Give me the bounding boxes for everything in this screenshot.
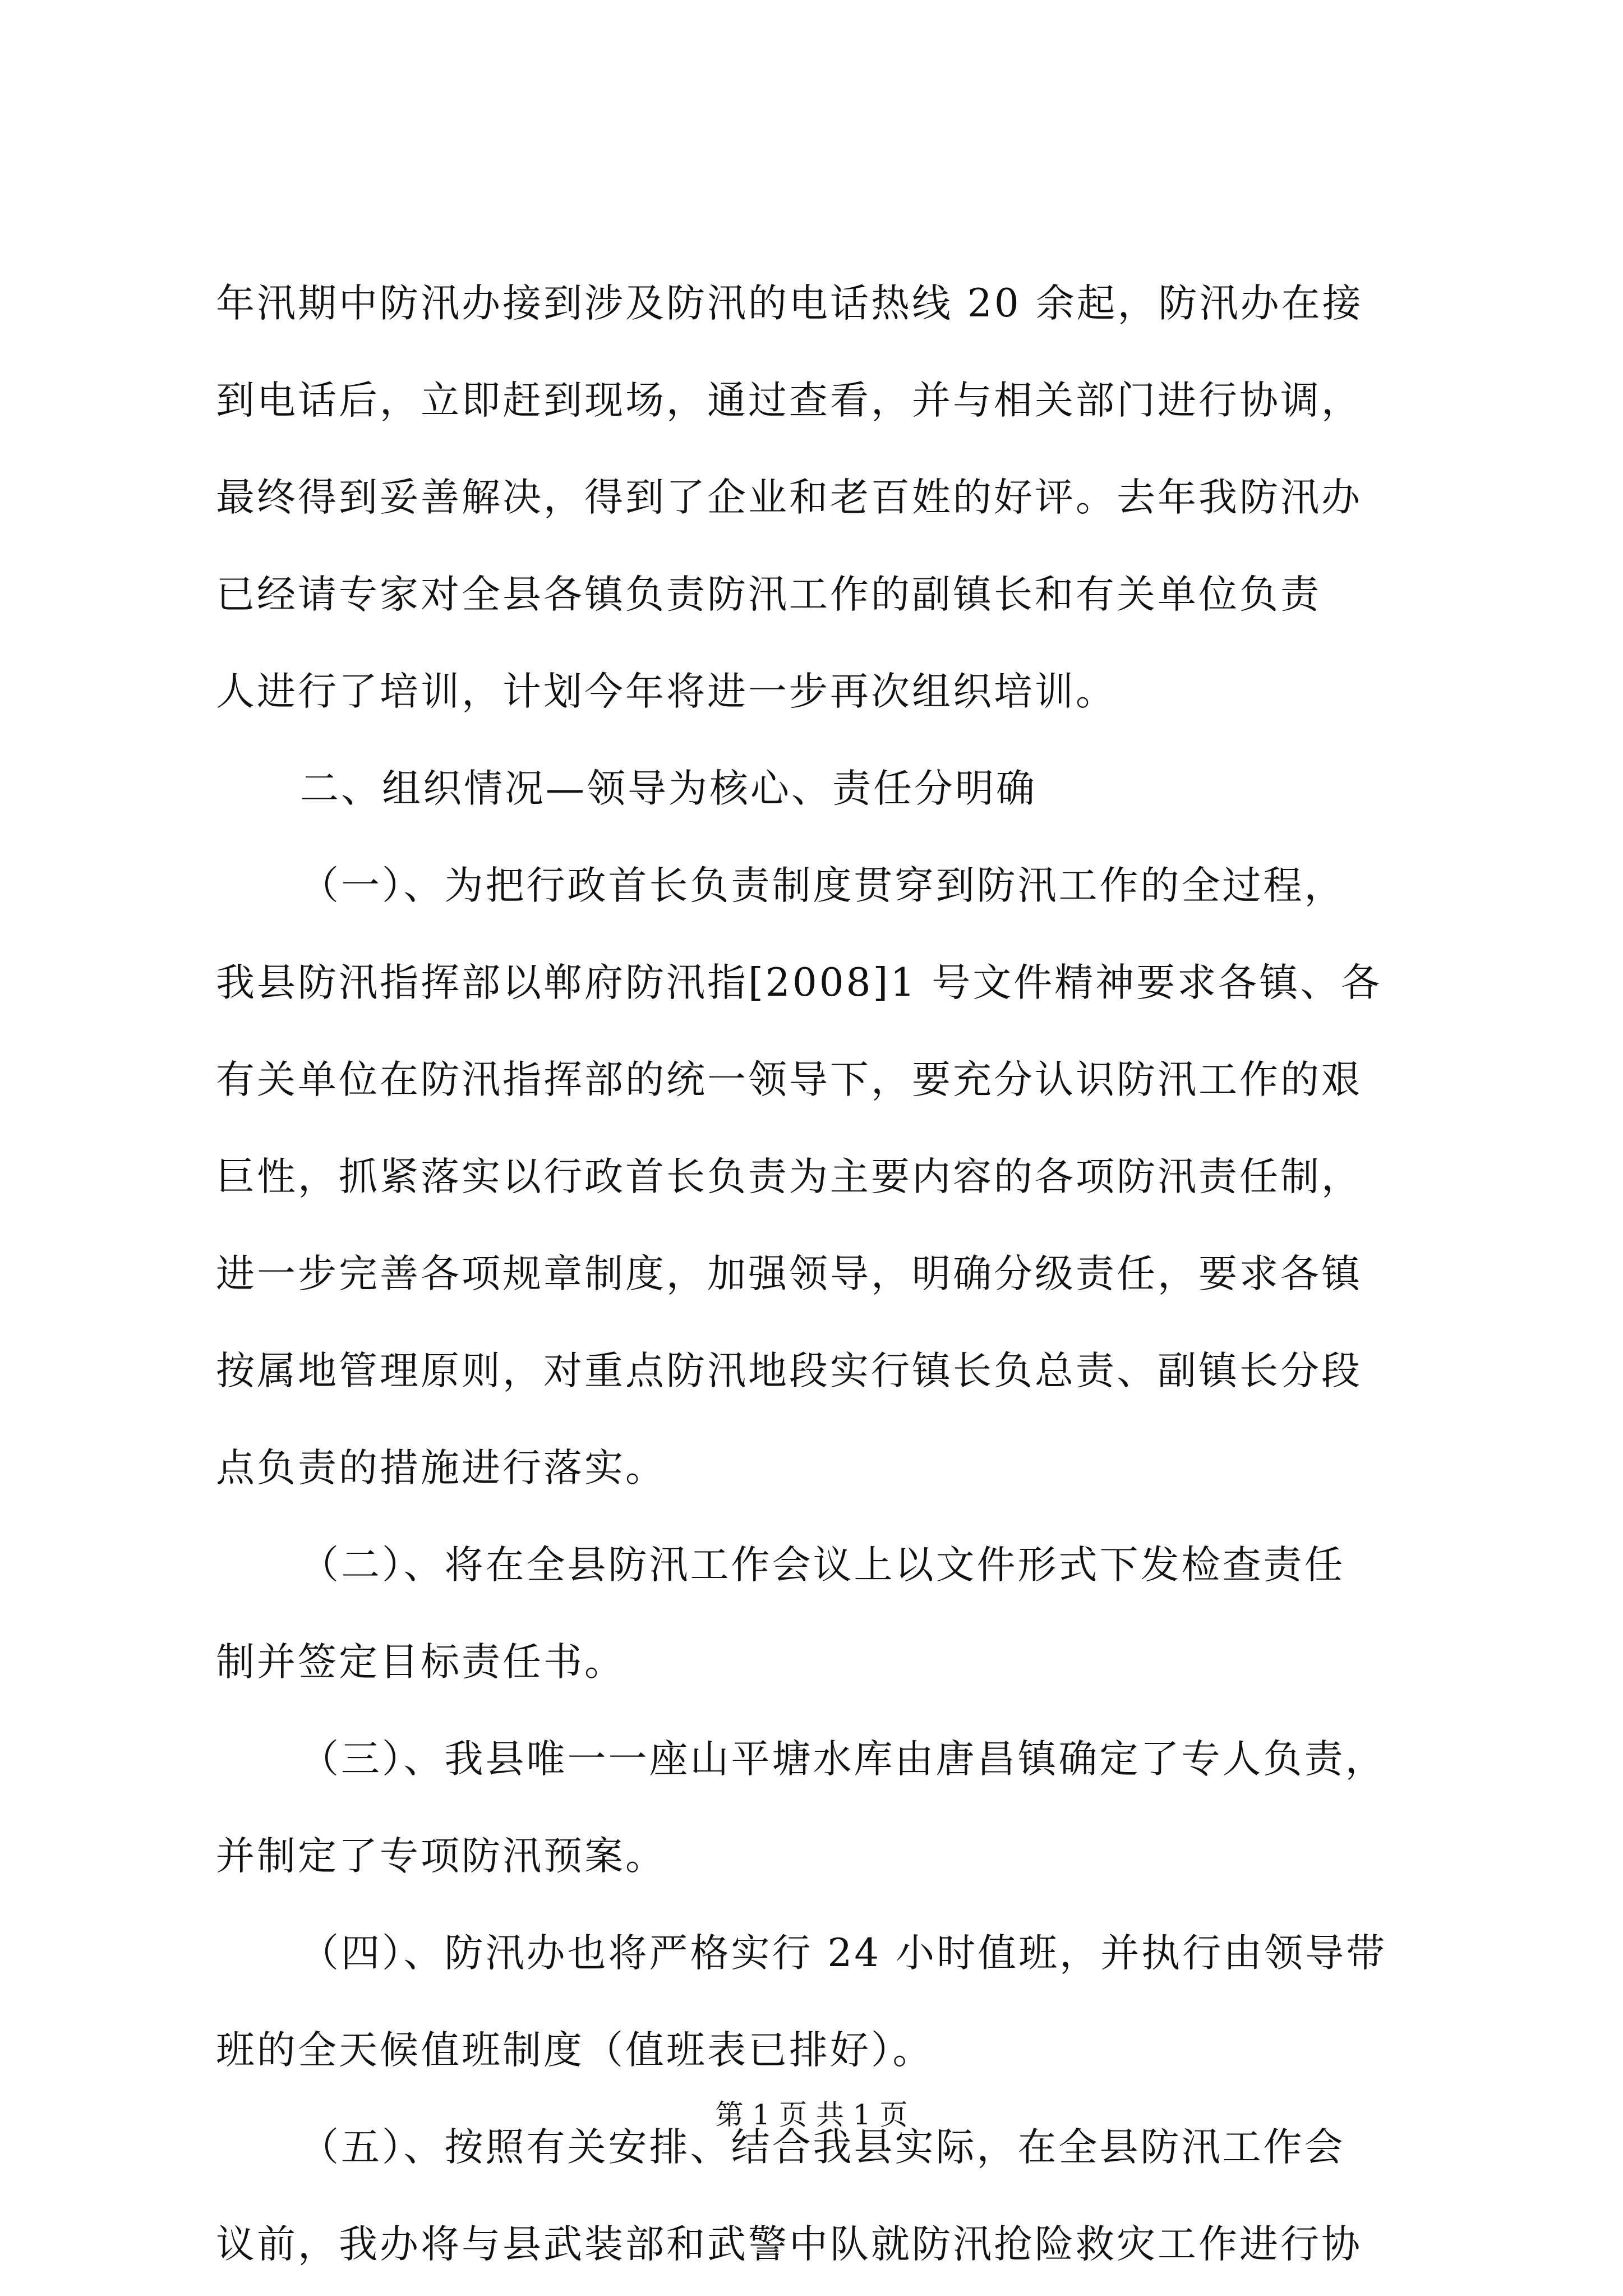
paragraph-line: 最终得到妥善解决，得到了企业和老百姓的好评。去年我防汛办 — [216, 475, 1362, 520]
paragraph-line: （三）、我县唯一一座山平塘水库由唐昌镇确定了专人负责， — [300, 1737, 1386, 1782]
paragraph-line: （一）、为把行政首长负责制度贯穿到防汛工作的全过程， — [300, 863, 1345, 908]
document-body — [216, 255, 1422, 2293]
section-heading: 二、组织情况—领导为核心、责任分明确 — [300, 766, 1037, 811]
paragraph-line: 已经请专家对全县各镇负责防汛工作的副镇长和有关单位负责 — [216, 572, 1321, 617]
paragraph-line: 并制定了专项防汛预案。 — [216, 1834, 666, 1879]
paragraph-line: （二）、将在全县防汛工作会议上以文件形式下发检查责任 — [300, 1543, 1345, 1588]
paragraph-line: 年汛期中防汛办接到涉及防汛的电话热线 20 余起，防汛办在接 — [216, 281, 1363, 326]
paragraph-line: （四）、防汛办也将严格实行 24 小时值班，并执行由领导带 — [300, 1931, 1387, 1976]
paragraph-line: 人进行了培训，计划今年将进一步再次组织培训。 — [216, 669, 1117, 714]
paragraph-line: 巨性，抓紧落实以行政首长负责为主要内容的各项防汛责任制， — [216, 1154, 1362, 1199]
paragraph-line: 制并签定目标责任书。 — [216, 1640, 625, 1685]
paragraph-line: （五）、按照有关安排、结合我县实际，在全县防汛工作会 — [300, 2125, 1345, 2170]
paragraph-line: 有关单位在防汛指挥部的统一领导下，要充分认识防汛工作的艰 — [216, 1057, 1362, 1102]
paragraph-line: 到电话后，立即赶到现场，通过查看，并与相关部门进行协调， — [216, 378, 1362, 423]
paragraph-line: 按属地管理原则，对重点防汛地段实行镇长负总责、副镇长分段 — [216, 1349, 1362, 1393]
paragraph-line: 点负责的措施进行落实。 — [216, 1446, 666, 1490]
paragraph-line: 班的全天候值班制度（值班表已排好）。 — [216, 2028, 934, 2073]
paragraph-line: 我县防汛指挥部以郸府防汛指[2008]1 号文件精神要求各镇、各 — [216, 960, 1382, 1005]
paragraph-line: 议前，我办将与县武装部和武警中队就防汛抢险救灾工作进行协 — [216, 2222, 1362, 2267]
page-number-footer: 第 1 页 共 1 页 — [715, 2099, 908, 2131]
paragraph-line: 进一步完善各项规章制度，加强领导，明确分级责任，要求各镇 — [216, 1251, 1362, 1296]
